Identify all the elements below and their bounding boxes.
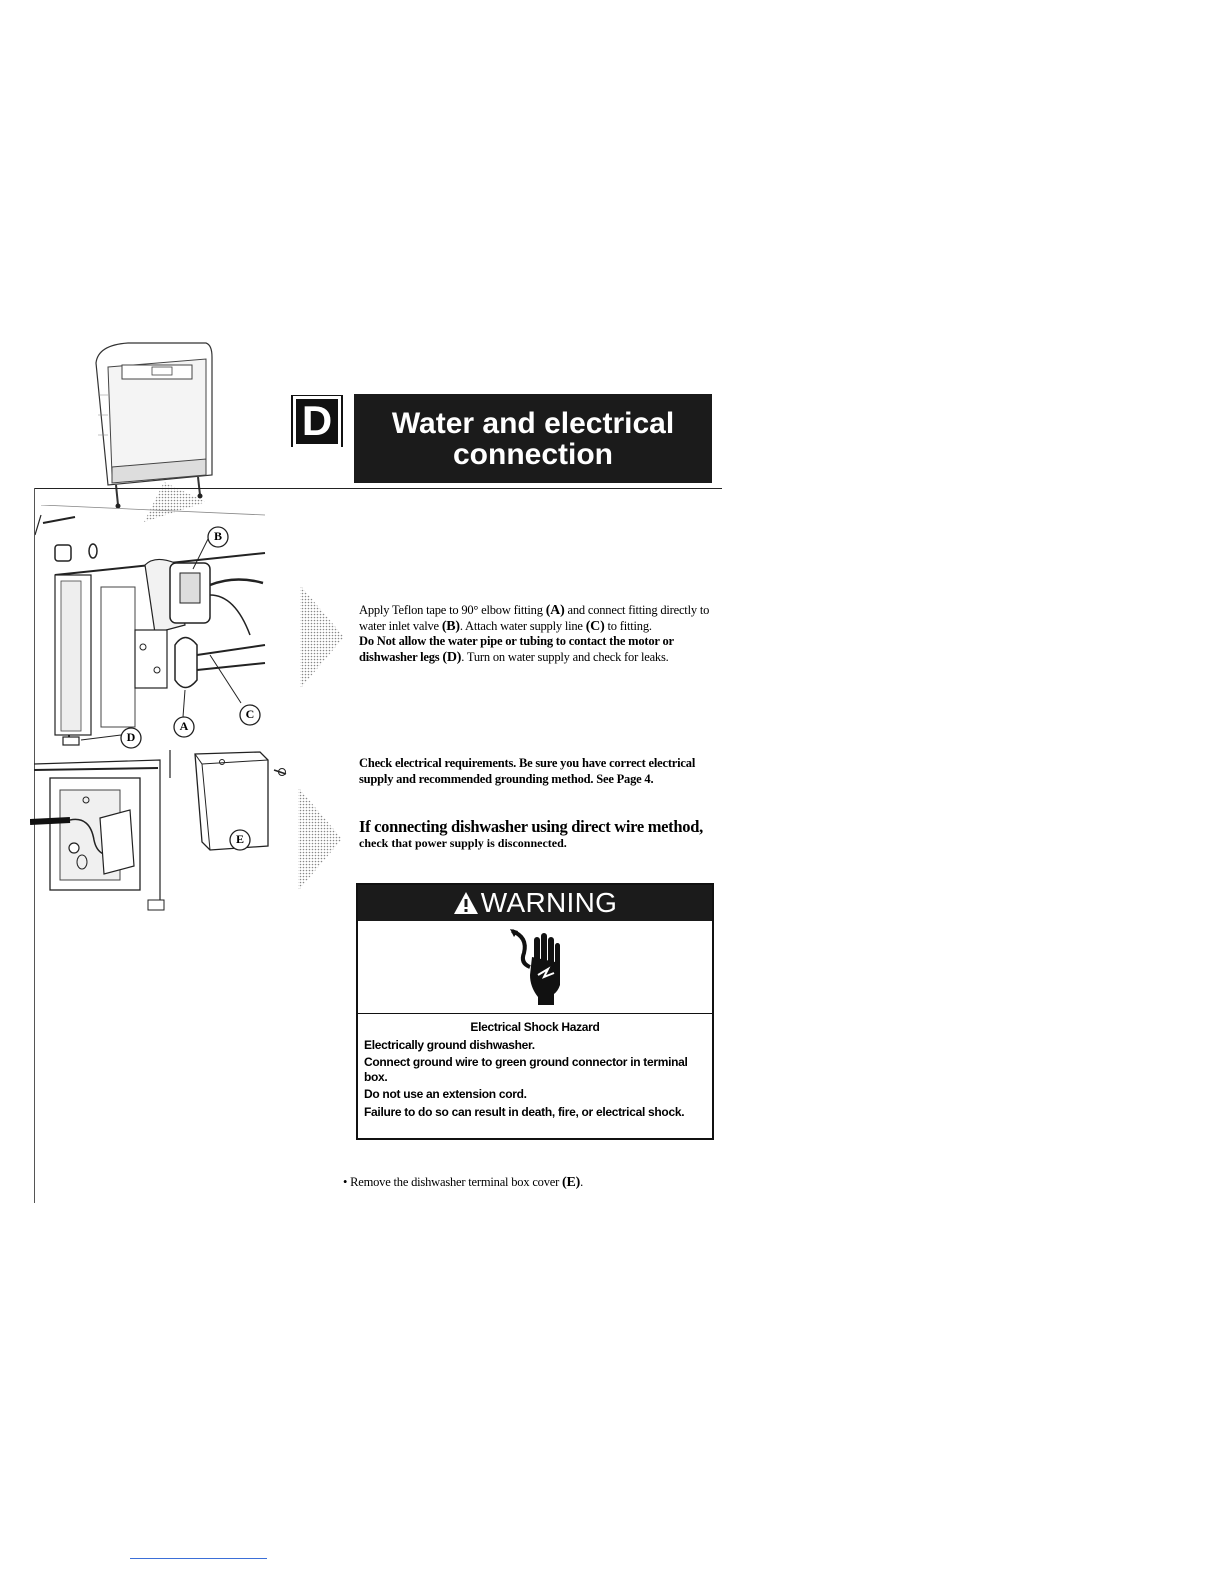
- electrical-requirements: [359, 756, 709, 787]
- warning-line: Failure to do so can result in death, fire, or electrical shock.: [364, 1104, 685, 1119]
- remove-cover-step: [343, 1175, 723, 1191]
- warning-hazard-title: Electrical Shock Hazard: [470, 1020, 600, 1034]
- warning-text: [358, 1014, 712, 1119]
- water-step-text-4: to fitting.: [604, 618, 652, 633]
- bullet: •: [343, 1175, 348, 1189]
- header-divider: [34, 488, 722, 489]
- warning-line: Electrically ground dishwasher.: [364, 1037, 535, 1052]
- warning-header: [358, 885, 712, 921]
- section-letter: D: [293, 396, 341, 447]
- warning-line: Connect ground wire to green ground connector in terminal box.: [364, 1055, 688, 1084]
- water-step-tail: . Turn on water supply and check for leaks.: [461, 649, 669, 664]
- electrical-requirements-text: Check electrical requirements. Be sure you have correct electrical supply and recommended grounding method. See Page 4.: [359, 756, 696, 786]
- direct-wire-subtitle: check that power supply is disconnected.: [359, 836, 567, 850]
- remove-cover-tail: .: [580, 1175, 583, 1189]
- warning-triangle-icon: [453, 891, 479, 915]
- warning-label: WARNING: [480, 887, 618, 918]
- callout-d-label: D: [126, 730, 136, 744]
- electric-shock-hand-icon: [508, 927, 568, 1007]
- warning-symbol-area: [358, 921, 712, 1014]
- direct-wire-title: If connecting dishwasher using direct wire method,: [359, 817, 703, 836]
- water-valve-illustration: [35, 505, 270, 750]
- callout-a-label: A: [179, 719, 189, 733]
- water-connection-step: [359, 603, 719, 665]
- callout-c-label: C: [245, 707, 255, 721]
- callout-b-label: B: [213, 529, 222, 543]
- section-title-line2: connection: [452, 437, 613, 471]
- ref-d: (D): [442, 649, 462, 665]
- warning-line: Do not use an extension cord.: [364, 1087, 527, 1101]
- water-step-warning: Do Not allow the water pipe or tubing to contact the motor or dishwasher legs: [359, 634, 674, 664]
- callout-e-label: E: [235, 832, 244, 846]
- section-letter-badge: [291, 395, 343, 447]
- ref-b: (B): [441, 618, 460, 634]
- warning-box: [356, 883, 714, 1140]
- ref-c: (C): [585, 618, 605, 634]
- ref-e: (E): [562, 1175, 581, 1190]
- water-step-text-2: and connect fitting directly to water inlet valve: [359, 603, 710, 633]
- section-title-line1: Water and electrical: [391, 406, 675, 440]
- remove-cover-text: Remove the dishwasher terminal box cover: [350, 1175, 562, 1189]
- pointer-arrow-icon: [296, 785, 346, 893]
- water-step-text-1: Apply Teflon tape to 90° elbow fitting: [359, 603, 546, 617]
- direct-wire-step: [359, 818, 719, 850]
- pointer-arrow-icon: [298, 583, 348, 691]
- ref-a: (A): [545, 603, 565, 618]
- section-title: [354, 394, 712, 483]
- water-step-text-3: . Attach water supply line: [459, 618, 586, 633]
- bottom-link-underline: [130, 1558, 267, 1559]
- terminal-box-illustration: [30, 750, 305, 915]
